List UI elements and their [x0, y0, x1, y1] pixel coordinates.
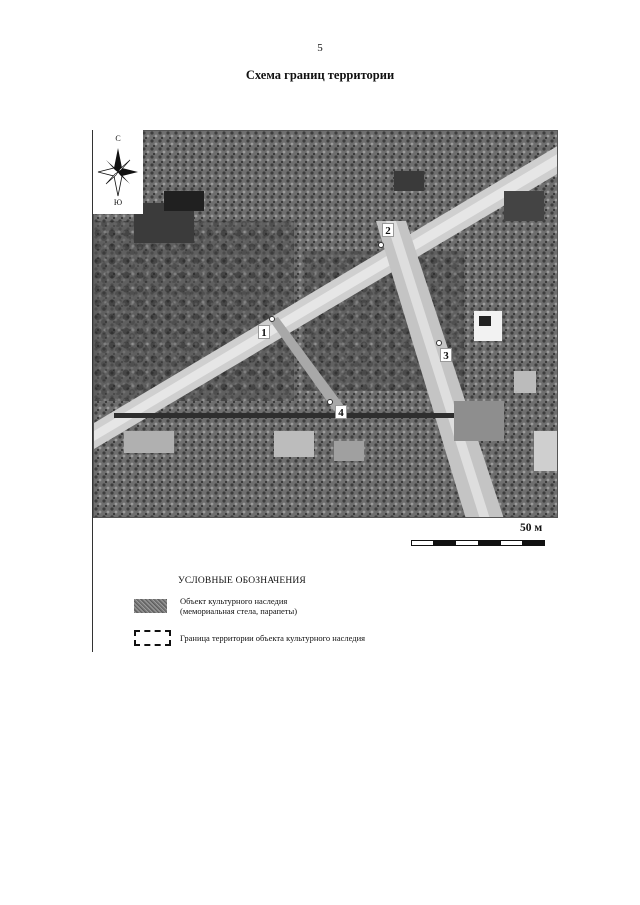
- marker-3-dot: [436, 340, 442, 346]
- marker-2-dot: [378, 242, 384, 248]
- legend-item-heritage-line1: Объект культурного наследия: [180, 596, 288, 606]
- marker-3-label: 3: [440, 348, 452, 362]
- marker-2-label: 2: [382, 223, 394, 237]
- scale-segment: [434, 541, 456, 545]
- aerial-map: [93, 130, 558, 518]
- marker-4-label: 4: [335, 405, 347, 419]
- legend-item-heritage-object: [180, 596, 297, 616]
- compass-south-label: Ю: [113, 198, 123, 207]
- legend-item-heritage-line2: (мемориальная стела, парапеты): [180, 606, 298, 616]
- page-number: 5: [317, 42, 323, 54]
- scale-bar: [411, 540, 545, 546]
- scale-label: 50 м: [520, 522, 543, 534]
- compass-panel: [93, 130, 143, 214]
- scale-segment: [501, 541, 523, 545]
- marker-4-dot: [327, 399, 333, 405]
- boundary-dashed-icon: [134, 630, 171, 646]
- marker-1-dot: [269, 316, 275, 322]
- heritage-object-swatch-icon: [134, 599, 167, 613]
- compass-north-label: С: [115, 134, 121, 143]
- legend-item-boundary: Граница территории объекта культурного наследия: [180, 633, 366, 643]
- scale-segment: [479, 541, 501, 545]
- aerial-photo: [94, 131, 558, 518]
- legend-title: УСЛОВНЫЕ ОБОЗНАЧЕНИЯ: [178, 576, 306, 586]
- scale-segment: [456, 541, 478, 545]
- page-title: Схема границ территории: [245, 68, 395, 82]
- scale-segment: [412, 541, 434, 545]
- marker-1-label: 1: [258, 325, 270, 339]
- scale-segment: [523, 541, 544, 545]
